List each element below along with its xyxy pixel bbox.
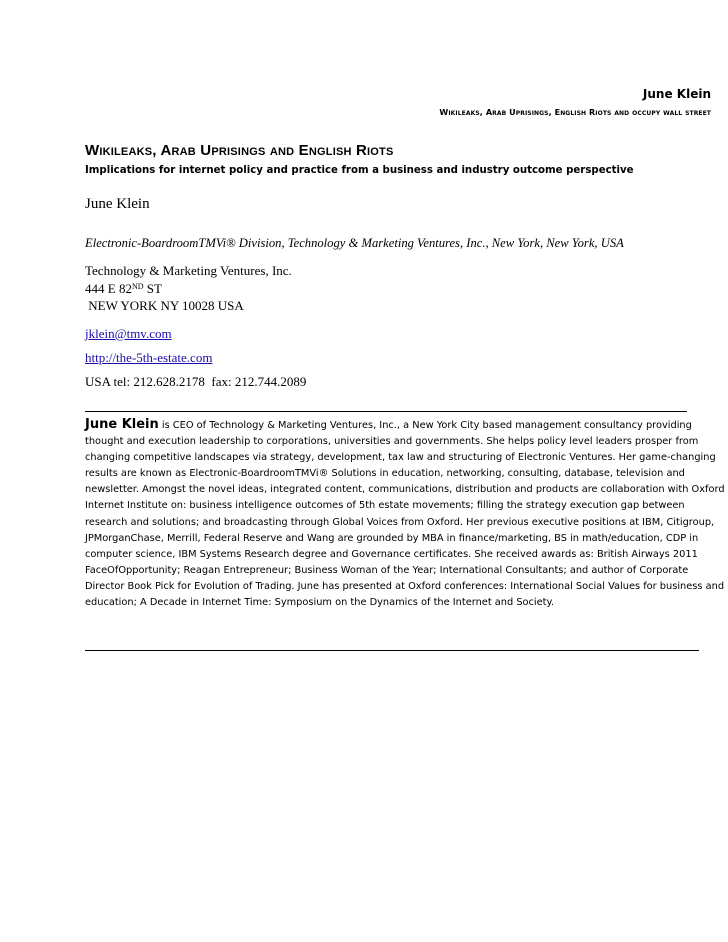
bio-name: June Klein xyxy=(85,417,159,432)
postal-address xyxy=(85,262,292,315)
paper-subtitle: Implications for internet policy and practice from a business and industry outcome perspective xyxy=(85,165,634,176)
address-street-ordinal: ND xyxy=(131,281,144,291)
website-link[interactable]: http://the-5th-estate.com xyxy=(85,350,213,365)
paper-title: Wikileaks, Arab Uprisings and English Riots xyxy=(85,142,394,159)
top-divider xyxy=(85,411,687,412)
running-header-author: June Klein xyxy=(642,87,711,101)
running-header-title: Wikileaks, Arab Uprisings, English Riots and occupy wall street xyxy=(439,108,711,117)
email-link[interactable]: jklein@tmv.com xyxy=(85,326,172,341)
address-street-suffix: ST xyxy=(143,280,162,296)
address-street xyxy=(85,280,292,298)
address-city: NEW YORK NY 10028 USA xyxy=(85,298,244,313)
author-name: June Klein xyxy=(85,196,150,212)
bottom-divider xyxy=(85,650,699,651)
author-bio xyxy=(85,417,725,611)
address-company: Technology & Marketing Ventures, Inc. xyxy=(85,263,292,278)
phone-fax: USA tel: 212.628.2178 fax: 212.744.2089 xyxy=(85,374,307,389)
bio-text: is CEO of Technology & Marketing Ventures, Inc., a New York City based management consultancy providing thought and execution leadership to corporations, universities and governments. She helps policy level leaders prosper from changing competitive landscapes via strategy, development, tax law and structuring of Electronic Ventures. Her game-changing results are known as Electronic-BoardroomTMVi® Solutions in education, networking, consulting, database, television and newsletter. Amongst the novel ideas, integrated content, communications, distribution and products are collaboration with Oxford Internet Institute on: business intelligence outcomes of 5th estate movements; filling the strategy execution gap between research and solutions; and broadcasting through Global Voices from Oxford. Her previous executive positions at IBM, Citigroup, JPMorganChase, Merrill, Federal Reserve and Wang are grounded by MBA in finance/marketing, BS in math/education, CDP in computer science, IBM Systems Research degree and Governance certificates. She received awards as: British Airways 2011 FaceOfOpportunity; Reagan Entrepreneur; Business Woman of the Year; International Consultants; and author of Corporate Director Book Pick for Evolution of Trading. June has presented at Oxford conferences: International Social Values for business and education; A Decade in Internet Time: Symposium on the Dynamics of the Internet and Society. xyxy=(85,420,725,609)
address-street-number: 444 E 82 xyxy=(85,280,132,296)
author-affiliation: Electronic-BoardroomTMVi® Division, Technology & Marketing Ventures, Inc., New York, New York, USA xyxy=(85,236,624,250)
